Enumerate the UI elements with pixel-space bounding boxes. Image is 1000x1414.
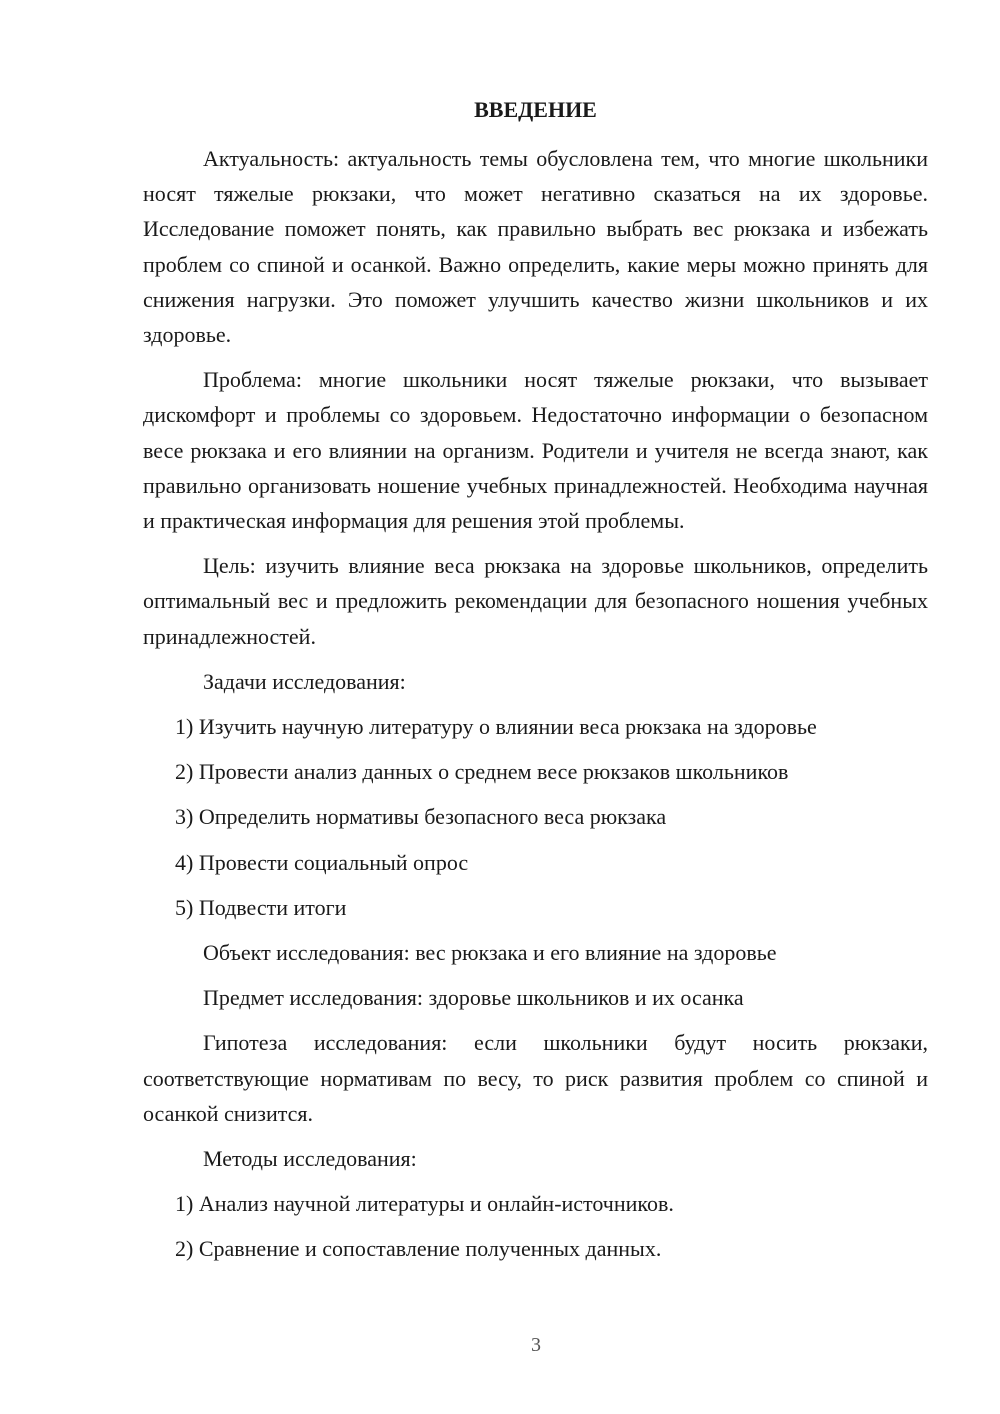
problem-paragraph: Проблема: многие школьники носят тяжелые рюкзаки, что вызывает дискомфорт и проблемы со здоровьем. Недостаточно информации о безопасном весе рюкзака и его влиянии на организм. Родители и учителя не всегда знают, как правильно организовать ношение учебных принадлежностей. Необходима научная и практическая информация для решения этой проблемы. — [143, 367, 928, 534]
list-item: 1) Анализ научной литературы и онлайн-источников. — [175, 1191, 674, 1217]
page-content — [143, 92, 928, 1277]
tasks-heading: Задачи исследования: — [203, 668, 406, 694]
page-number: 3 — [531, 1334, 541, 1356]
relevance-paragraph: Актуальность: актуальность темы обусловлена тем, что многие школьники носят тяжелые рюкзаки, что может негативно сказаться на их здоровье. Исследование поможет понять, как правильно выбрать вес рюкзака и избежать проблем со спиной и осанкой. Важно определить, какие меры можно принять для снижения нагрузки. Это поможет улучшить качество жизни школьников и их здоровье. — [143, 146, 928, 348]
goal-paragraph: Цель: изучить влияние веса рюкзака на здоровье школьников, определить оптимальный вес и предложить рекомендации для безопасного ношения учебных принадлежностей. — [143, 553, 928, 649]
subject-line: Предмет исследования: здоровье школьников и их осанка — [203, 985, 744, 1011]
list-item: 2) Сравнение и сопоставление полученных данных. — [175, 1236, 662, 1262]
tasks-list — [143, 709, 928, 925]
methods-list — [143, 1186, 928, 1266]
object-line: Объект исследования: вес рюкзака и его влияние на здоровье — [203, 940, 777, 966]
page-title: ВВЕДЕНИЕ — [474, 97, 597, 122]
list-item: 1) Изучить научную литературу о влиянии веса рюкзака на здоровье — [175, 714, 817, 740]
list-item: 3) Определить нормативы безопасного веса рюкзака — [175, 804, 667, 830]
list-item: 2) Провести анализ данных о среднем весе рюкзаков школьников — [175, 759, 789, 785]
list-item: 4) Провести социальный опрос — [175, 849, 469, 875]
hypothesis-paragraph: Гипотеза исследования: если школьники будут носить рюкзаки, соответствующие нормативам по весу, то риск развития проблем со спиной и осанкой снизится. — [143, 1030, 928, 1126]
list-item: 5) Подвести итоги — [175, 894, 347, 920]
methods-heading: Методы исследования: — [203, 1146, 417, 1172]
